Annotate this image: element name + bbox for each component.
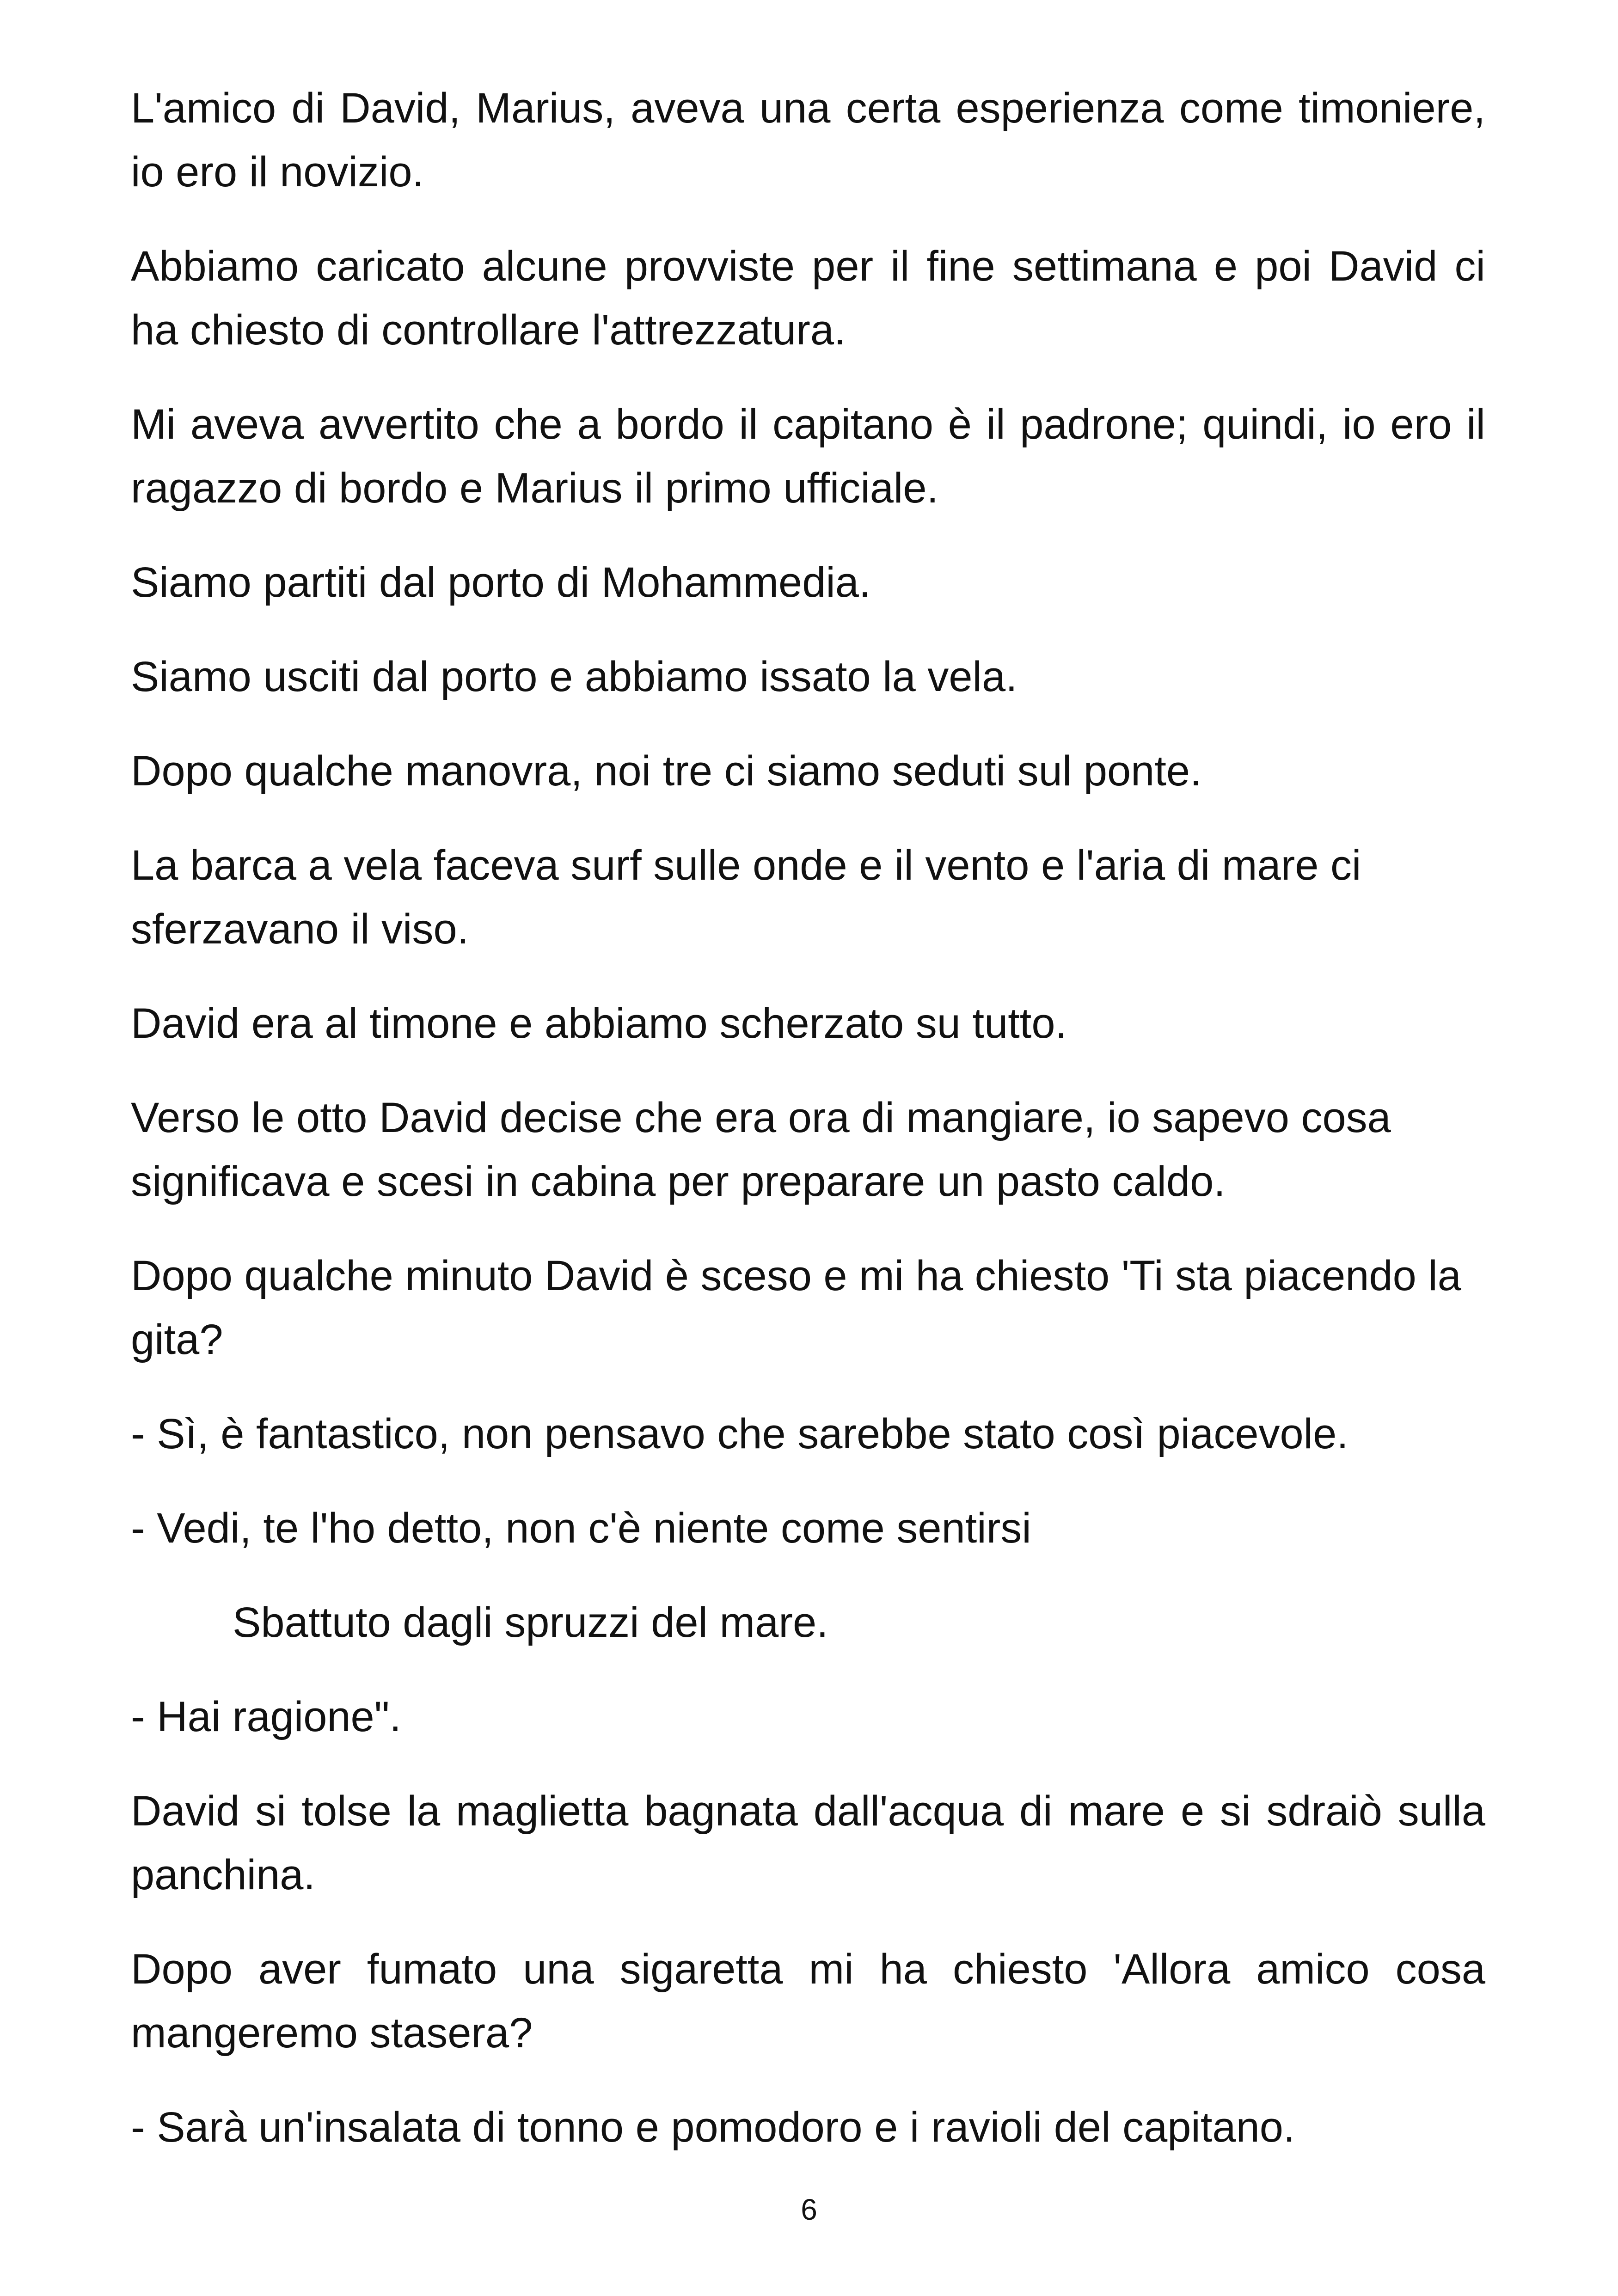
dialogue-line: - Hai ragione".: [131, 1693, 401, 1740]
paragraph: Dopo qualche manovra, noi tre ci siamo seduti sul ponte.: [131, 747, 1202, 795]
page-number: 6: [801, 2193, 817, 2226]
paragraph: La barca a vela faceva surf sulle onde e il vento e l'aria di mare ci sferzavano il viso.: [131, 842, 1361, 953]
dialogue-line: - Vedi, te l'ho detto, non c'è niente come sentirsi: [131, 1505, 1031, 1552]
paragraph: Siamo usciti dal porto e abbiamo issato la vela.: [131, 653, 1017, 700]
paragraph: Mi aveva avvertito che a bordo il capitano è il padrone; quindi, io ero il ragazzo di bordo e Marius il primo ufficiale.: [131, 401, 1485, 512]
dialogue-line: - Sì, è fantastico, non pensavo che sarebbe stato così piacevole.: [131, 1410, 1348, 1457]
paragraph: Verso le otto David decise che era ora di mangiare, io sapevo cosa significava e scesi in cabina per preparare un pasto caldo.: [131, 1094, 1391, 1205]
paragraph: Abbiamo caricato alcune provviste per il fine settimana e poi David ci ha chiesto di controllare l'attrezzatura.: [131, 243, 1485, 354]
indented-line: Sbattuto dagli spruzzi del mare.: [233, 1599, 828, 1646]
paragraph: L'amico di David, Marius, aveva una certa esperienza come timoniere, io ero il novizio.: [131, 85, 1485, 196]
dialogue-line: - Sarà un'insalata di tonno e pomodoro e i ravioli del capitano.: [131, 2104, 1295, 2151]
page-body: [131, 76, 1485, 2190]
paragraph: Dopo aver fumato una sigaretta mi ha chiesto 'Allora amico cosa mangeremo stasera?: [131, 1946, 1485, 2057]
paragraph: Siamo partiti dal porto di Mohammedia.: [131, 559, 871, 606]
paragraph: David si tolse la maglietta bagnata dall'acqua di mare e si sdraiò sulla panchina.: [131, 1788, 1485, 1898]
paragraph: Dopo qualche minuto David è sceso e mi ha chiesto 'Ti sta piacendo la gita?: [131, 1252, 1461, 1363]
paragraph: David era al timone e abbiamo scherzato su tutto.: [131, 1000, 1067, 1047]
